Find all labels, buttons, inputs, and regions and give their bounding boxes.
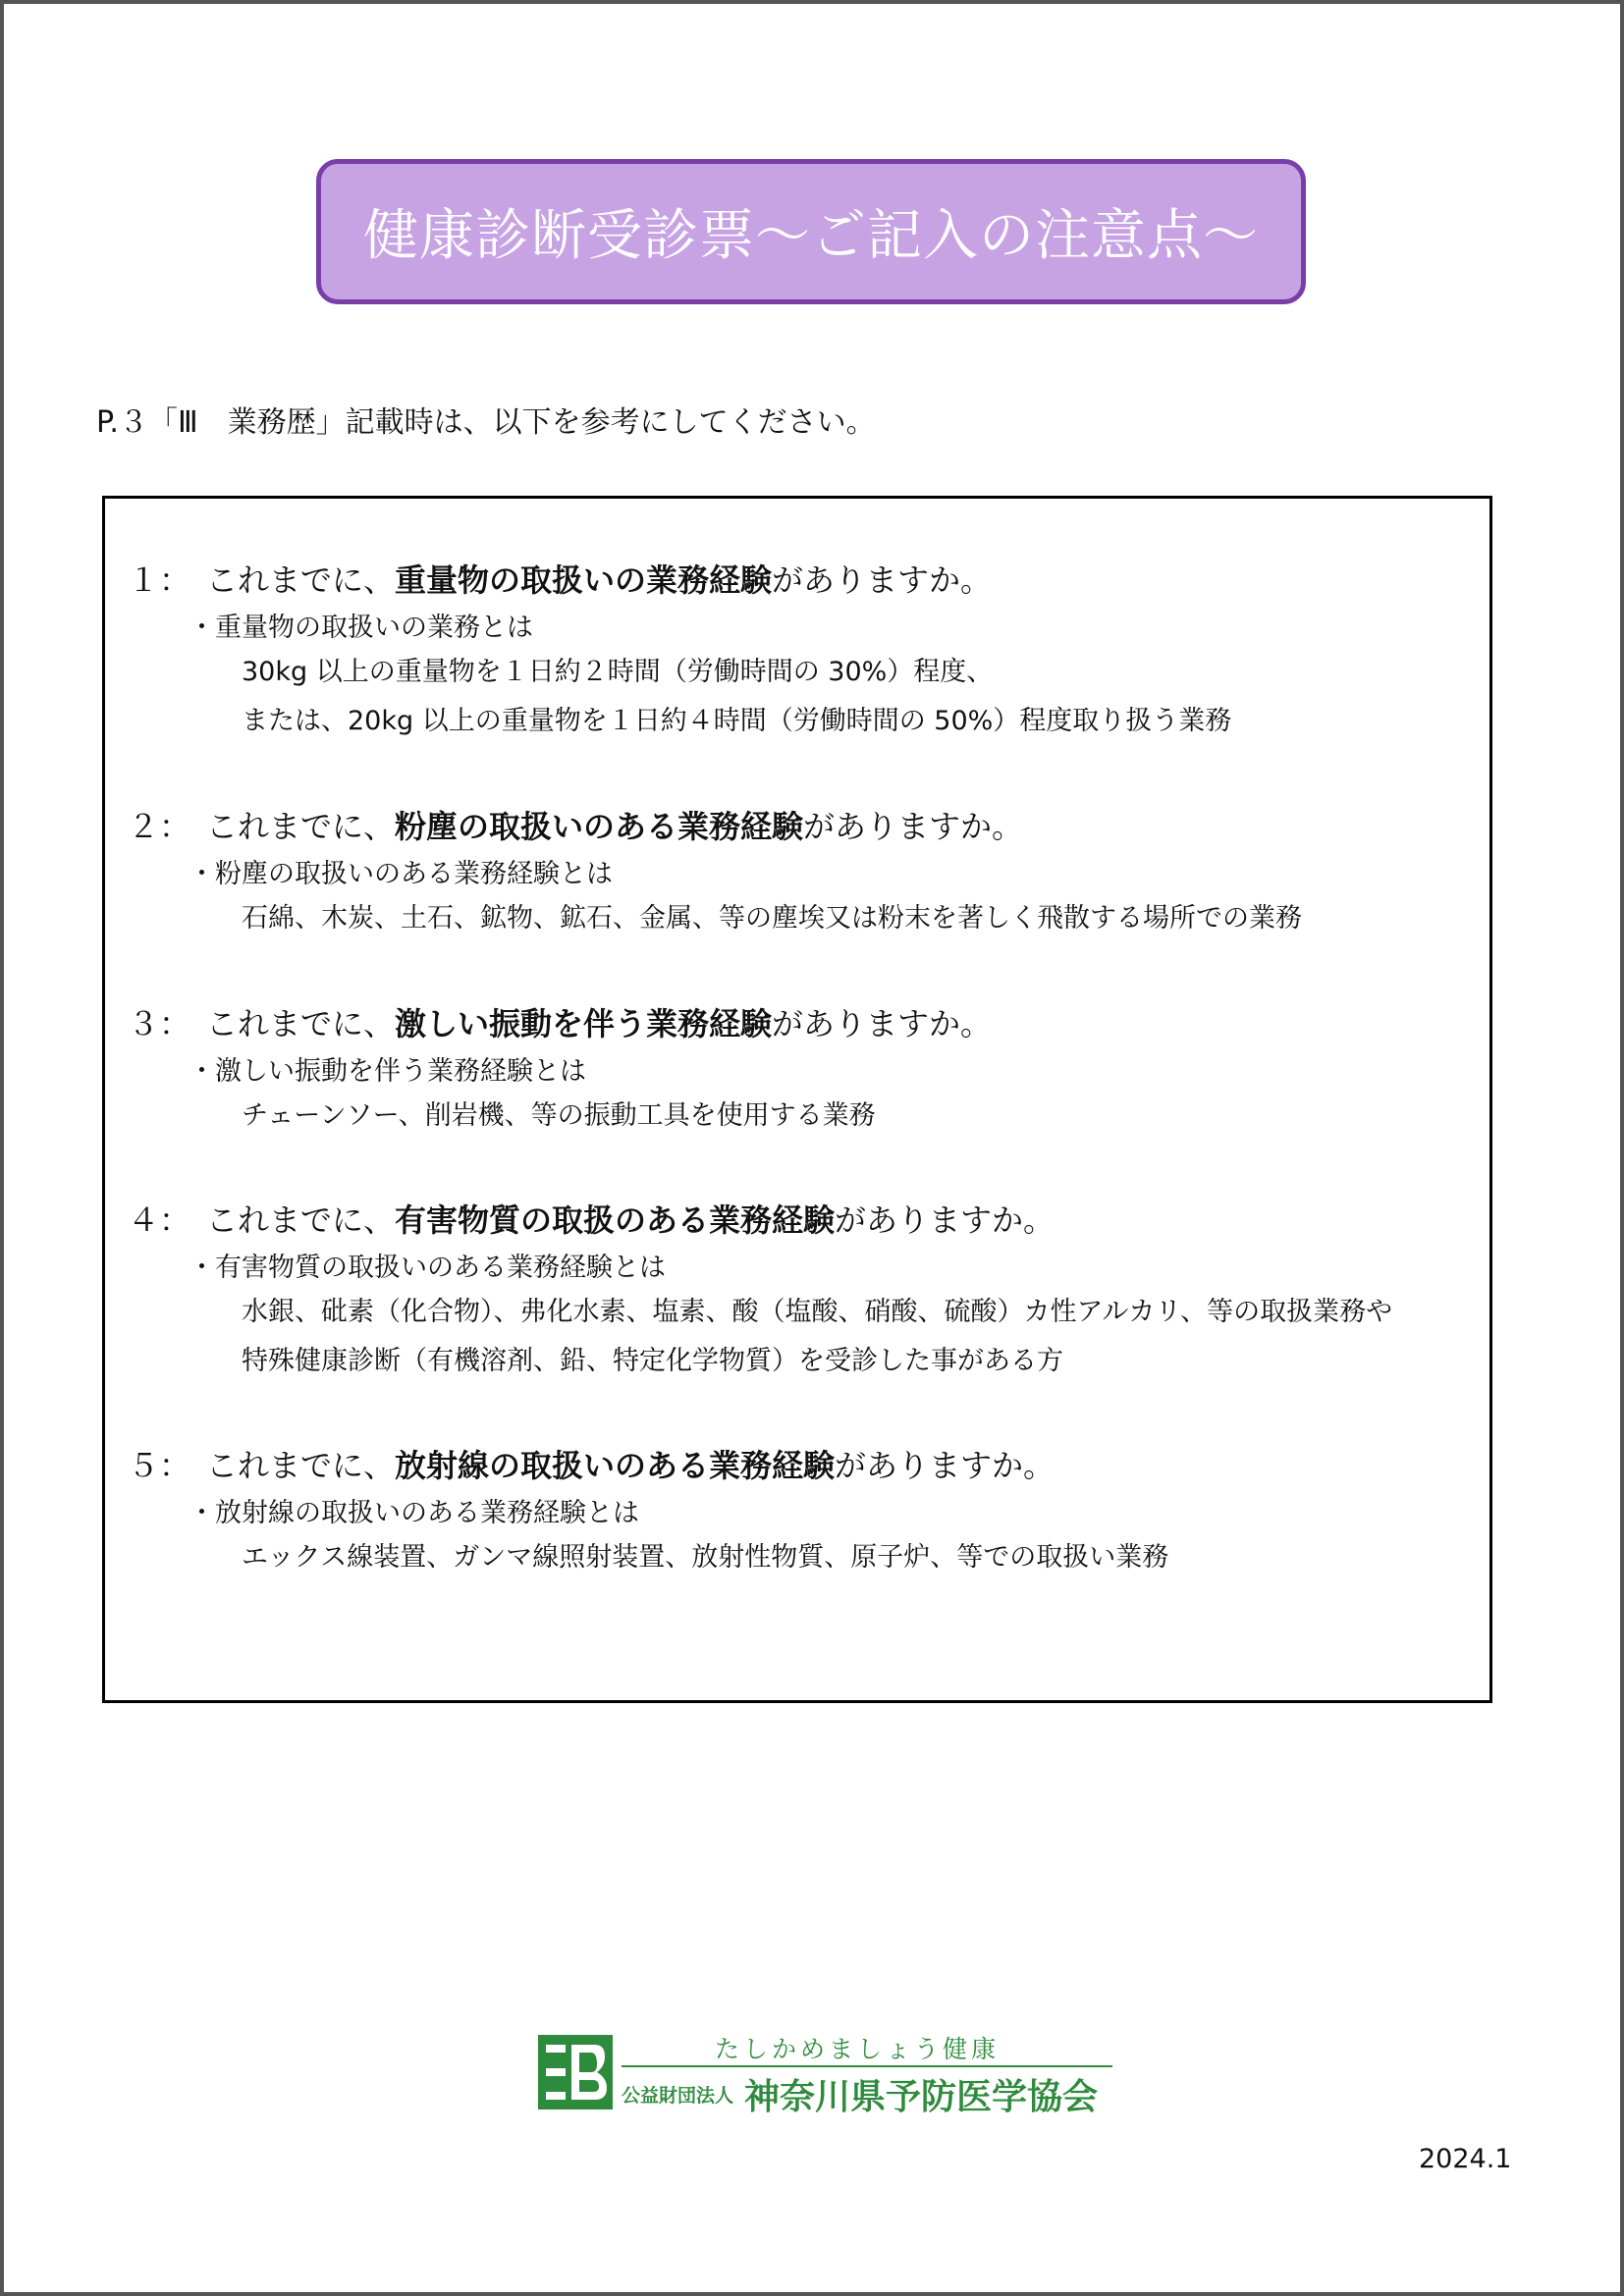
org-logo	[538, 2030, 1117, 2117]
question-heading	[128, 1198, 1492, 1243]
question-item-2	[128, 804, 1492, 943]
question-suffix: がありますか。	[772, 1005, 993, 1042]
document-date: 2024.1	[1419, 2144, 1512, 2174]
question-emphasis: 重量物の取扱いの業務経験	[395, 561, 773, 599]
question-number: ２：	[128, 808, 191, 845]
question-item-1	[128, 558, 1492, 746]
question-detail: エックス線装置、ガンマ線照射装置、放射性物質、原子炉、等での取扱い業務	[242, 1542, 1169, 1573]
question-suffix: がありますか。	[772, 561, 993, 599]
question-suffix: がありますか。	[835, 1447, 1056, 1484]
question-prefix: これまでに、	[206, 561, 396, 599]
question-number: ３：	[128, 1005, 191, 1042]
question-emphasis: 有害物質の取扱のある業務経験	[395, 1201, 836, 1239]
logo-tagline: たしかめましょう健康	[715, 2035, 1001, 2063]
question-prefix: これまでに、	[206, 1201, 396, 1239]
org-emblem-icon	[538, 2035, 613, 2109]
question-subheading: ・放射線の取扱いのある業務経験とは	[189, 1498, 639, 1528]
intro-text: P.３「Ⅲ 業務歴」記載時は、以下を参考にしてください。	[96, 405, 876, 440]
logo-divider	[622, 2065, 1112, 2067]
question-heading	[128, 558, 1492, 603]
question-emphasis: 激しい振動を伴う業務経験	[395, 1005, 773, 1042]
question-item-4	[128, 1198, 1492, 1386]
question-detail: チェーンソー、削岩機、等の振動工具を使用する業務	[242, 1100, 876, 1131]
title-banner	[316, 159, 1306, 304]
question-number: ４：	[128, 1201, 191, 1239]
question-suffix: がありますか。	[835, 1201, 1056, 1239]
question-detail: 水銀、砒素（化合物）、弗化水素、塩素、酸（塩酸、硝酸、硫酸）カ性アルカリ、等の取扱業務や	[242, 1297, 1393, 1327]
question-heading	[128, 804, 1492, 849]
question-subheading: ・激しい振動を伴う業務経験とは	[189, 1056, 586, 1087]
question-suffix: がありますか。	[803, 808, 1024, 845]
question-subheading: ・粉塵の取扱いのある業務経験とは	[189, 859, 613, 889]
question-emphasis: 放射線の取扱いのある業務経験	[395, 1447, 836, 1484]
question-prefix: これまでに、	[206, 808, 396, 845]
org-name: 神奈川県予防医学協会	[744, 2077, 1099, 2117]
question-heading	[128, 1001, 1492, 1046]
question-number: ５：	[128, 1447, 191, 1484]
question-item-5	[128, 1443, 1492, 1582]
question-detail: 石綿、木炭、土石、鉱物、鉱石、金属、等の塵埃又は粉末を著しく飛散する場所での業務	[242, 903, 1302, 934]
page-title: 健康診断受診票〜ご記入の注意点〜	[363, 204, 1259, 268]
question-item-3	[128, 1001, 1492, 1141]
question-detail: 特殊健康診断（有機溶剤、鉛、特定化学物質）を受診した事がある方	[242, 1346, 1063, 1376]
org-prefix: 公益財団法人	[622, 2085, 734, 2107]
question-emphasis: 粉塵の取扱いのある業務経験	[395, 808, 804, 845]
question-subheading: ・重量物の取扱いの業務とは	[189, 613, 533, 643]
question-number: １：	[128, 561, 191, 599]
question-subheading: ・有害物質の取扱いのある業務経験とは	[189, 1253, 666, 1283]
question-detail: または、20kg 以上の重量物を１日約４時間（労働時間の 50%）程度取り扱う業務	[242, 706, 1232, 736]
question-prefix: これまでに、	[206, 1447, 396, 1484]
question-prefix: これまでに、	[206, 1005, 396, 1042]
question-heading	[128, 1443, 1492, 1488]
question-detail: 30kg 以上の重量物を１日約２時間（労働時間の 30%）程度、	[242, 657, 994, 687]
